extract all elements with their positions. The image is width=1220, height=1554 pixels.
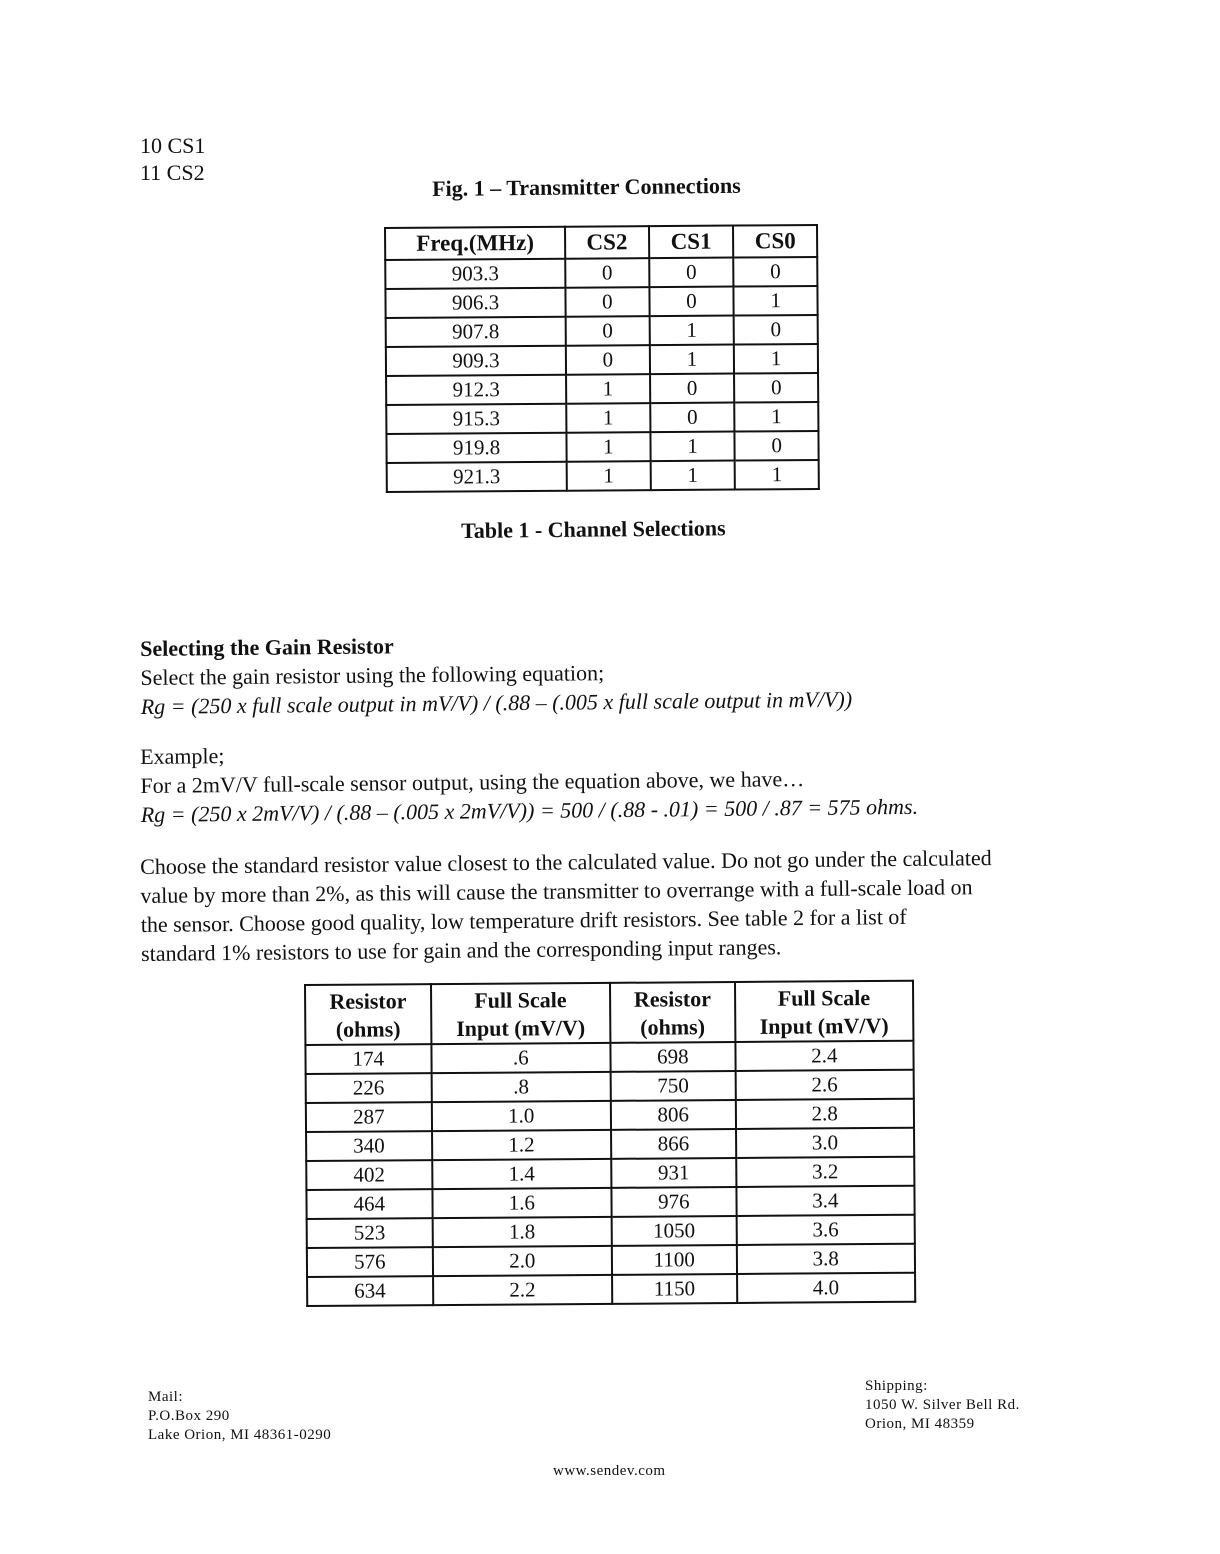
table-cell: 523 <box>307 1218 433 1248</box>
table-cell: 1 <box>650 345 735 375</box>
table-row <box>307 1244 915 1277</box>
pin-line-cs2: 11 CS2 <box>140 160 205 185</box>
table-cell: 907.8 <box>386 317 566 347</box>
table-cell: 1050 <box>612 1216 737 1246</box>
intro-text: Select the gain resistor using the following equation; <box>140 660 605 690</box>
table-cell: 1 <box>734 344 818 374</box>
table-cell: 0 <box>650 403 735 433</box>
table-cell: 1.8 <box>432 1217 611 1247</box>
table-cell: 806 <box>611 1100 736 1130</box>
table-row <box>306 1186 914 1219</box>
table-cell: 576 <box>307 1247 433 1277</box>
example-label: Example; <box>140 743 225 769</box>
table-cell: 0 <box>565 258 649 288</box>
table-cell: 0 <box>735 431 819 461</box>
table-cell: 1 <box>567 461 651 491</box>
table-row <box>386 344 818 376</box>
table-cell: 634 <box>307 1276 433 1306</box>
table-header-row <box>385 225 817 260</box>
table-cell: 903.3 <box>385 259 565 289</box>
table1-caption: Table 1 - Channel Selections <box>461 515 726 543</box>
table-header-row <box>305 981 913 1045</box>
example-text: For a 2mV/V full-scale sensor output, using the equation above, we have… <box>140 766 805 798</box>
table-cell: 921.3 <box>387 462 567 492</box>
table-cell: 3.2 <box>736 1157 915 1187</box>
table-cell: 1 <box>566 374 650 404</box>
table-cell: 866 <box>611 1129 736 1159</box>
table-cell: 2.2 <box>433 1275 612 1305</box>
table-cell: 1150 <box>612 1274 737 1304</box>
table-cell: 402 <box>306 1160 432 1190</box>
shipping-line2: Orion, MI 48359 <box>865 1416 975 1432</box>
table-cell: 1 <box>734 286 818 316</box>
table-cell: 1.0 <box>432 1101 611 1131</box>
table-cell: 906.3 <box>385 288 565 318</box>
table-cell: 2.0 <box>433 1246 612 1276</box>
table-cell: .6 <box>431 1043 610 1073</box>
paragraph-line: Choose the standard resistor value closest to the calculated value. Do not go under the calculated <box>140 845 992 879</box>
paragraph-line: value by more than 2%, as this will cause the transmitter to overrange with a full-scale load on <box>140 874 973 908</box>
resistor-guidance-paragraph <box>140 842 1091 968</box>
table-cell: 226 <box>306 1073 432 1103</box>
table-cell: 1 <box>735 460 819 490</box>
table-row <box>386 402 818 434</box>
gain-resistor-section <box>140 624 1091 721</box>
table-cell: 912.3 <box>386 375 566 405</box>
table-cell: 698 <box>610 1042 735 1072</box>
column-header: CS0 <box>733 225 817 258</box>
table-cell: 2.8 <box>735 1099 914 1129</box>
table-cell: 1.2 <box>432 1130 611 1160</box>
table-row <box>306 1070 914 1103</box>
column-header: Full Scale Input (mV/V) <box>735 981 914 1042</box>
table-row <box>306 1128 914 1161</box>
gain-equation: Rg = (250 x full scale output in mV/V) / (.88 – (.005 x full scale output in mV/V)) <box>140 686 853 719</box>
table-cell: 931 <box>611 1158 736 1188</box>
table-cell: 1 <box>650 461 735 491</box>
table-cell: 340 <box>306 1131 432 1161</box>
website-url: www.sendev.com <box>553 1463 666 1479</box>
table-cell: 287 <box>306 1102 432 1132</box>
table-cell: 2.4 <box>735 1041 914 1071</box>
table-cell: 0 <box>566 345 650 375</box>
table-cell: 464 <box>306 1189 432 1219</box>
table-cell: 174 <box>305 1044 431 1074</box>
table-row <box>385 257 817 289</box>
table-cell: 1 <box>566 432 650 462</box>
table-row <box>307 1273 915 1306</box>
table-cell: 0 <box>565 287 649 317</box>
figure-caption: Fig. 1 – Transmitter Connections <box>432 172 741 201</box>
table-cell: 750 <box>611 1071 736 1101</box>
table-cell: 1 <box>649 316 734 346</box>
table-cell: 3.6 <box>736 1215 915 1245</box>
table-cell: 3.8 <box>737 1244 916 1274</box>
channel-selection-table <box>384 224 820 493</box>
table-cell: 0 <box>649 287 734 317</box>
table-cell: 1.4 <box>432 1159 611 1189</box>
table-cell: 909.3 <box>386 346 566 376</box>
example-block <box>140 732 1091 829</box>
paragraph-line: the sensor. Choose good quality, low temperature drift resistors. See table 2 for a list of <box>140 903 907 937</box>
table-cell: 1.6 <box>432 1188 611 1218</box>
table-cell: 915.3 <box>386 404 566 434</box>
table-cell: .8 <box>431 1072 610 1102</box>
table-row <box>386 373 818 405</box>
shipping-line1: 1050 W. Silver Bell Rd. <box>865 1397 1020 1413</box>
column-header: Freq.(MHz) <box>385 227 565 260</box>
pin-line-cs1: 10 CS1 <box>140 133 206 158</box>
paragraph-line: standard 1% resistors to use for gain and the corresponding input ranges. <box>140 934 782 966</box>
column-header: Full Scale Input (mV/V) <box>431 983 611 1044</box>
table-row <box>386 315 818 347</box>
table-row <box>305 1041 913 1074</box>
column-header: Resistor (ohms) <box>610 982 735 1043</box>
table-row <box>306 1099 914 1132</box>
section-title: Selecting the Gain Resistor <box>140 633 394 661</box>
table-cell: 3.4 <box>736 1186 915 1216</box>
table-cell: 1 <box>566 403 650 433</box>
mail-line2: Lake Orion, MI 48361-0290 <box>148 1427 332 1443</box>
column-header: Resistor (ohms) <box>305 984 431 1045</box>
table-cell: 976 <box>611 1187 736 1217</box>
table-cell: 0 <box>566 316 650 346</box>
example-equation: Rg = (250 x 2mV/V) / (.88 – (.005 x 2mV/V)) = 500 / (.88 - .01) = 500 / .87 = 575 ohms. <box>140 793 919 827</box>
gain-resistor-table <box>304 980 916 1307</box>
table-cell: 0 <box>734 373 818 403</box>
mail-address <box>148 1388 331 1445</box>
shipping-label: Shipping: <box>865 1378 928 1394</box>
table-cell: 0 <box>649 258 734 288</box>
table-cell: 0 <box>734 257 818 287</box>
table-cell: 0 <box>650 374 735 404</box>
table-cell: 919.8 <box>386 433 566 463</box>
mail-label: Mail: <box>148 1389 183 1405</box>
table-row <box>385 286 817 318</box>
table-cell: 4.0 <box>737 1273 916 1303</box>
table-cell: 1100 <box>612 1245 737 1275</box>
table-cell: 3.0 <box>736 1128 915 1158</box>
table-row <box>386 431 818 463</box>
table-row <box>387 460 819 492</box>
mail-line1: P.O.Box 290 <box>148 1408 230 1424</box>
table-cell: 2.6 <box>735 1070 914 1100</box>
table-row <box>307 1215 915 1248</box>
table-cell: 1 <box>650 432 735 462</box>
table-cell: 0 <box>734 315 818 345</box>
column-header: CS1 <box>649 226 734 259</box>
column-header: CS2 <box>565 226 649 259</box>
table-cell: 1 <box>735 402 819 432</box>
shipping-address <box>865 1377 1020 1434</box>
table-row <box>306 1157 914 1190</box>
